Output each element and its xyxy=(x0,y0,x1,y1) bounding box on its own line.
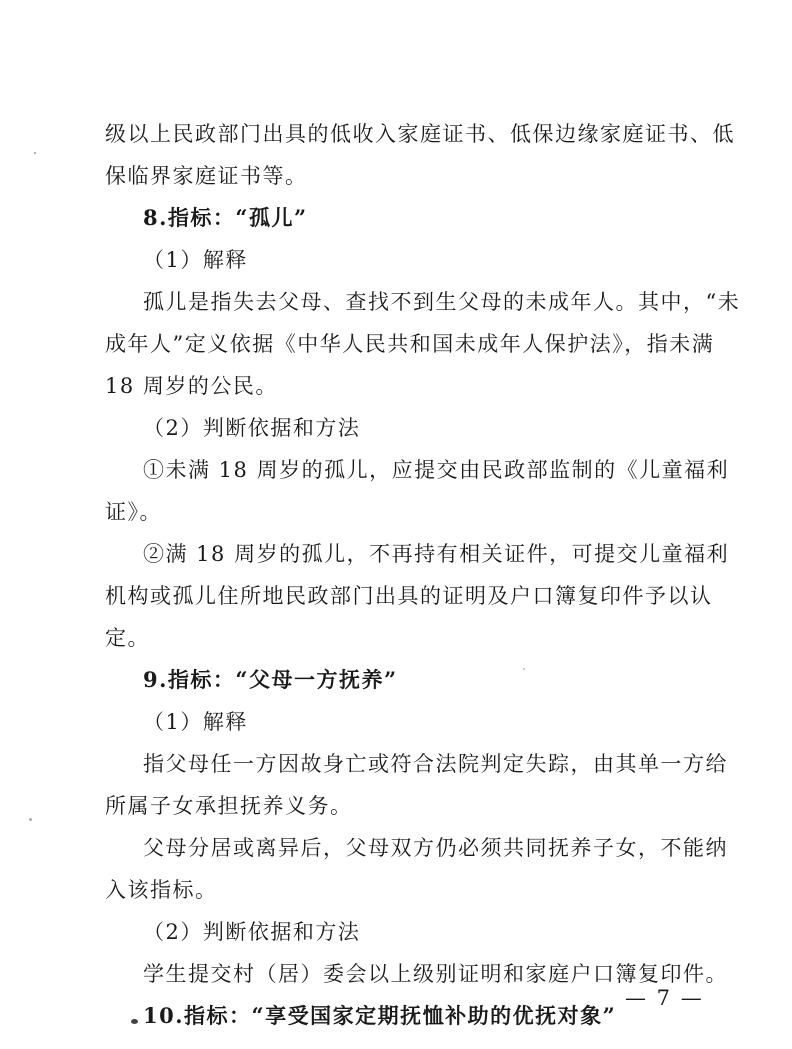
section-heading-9: 9.指标：“父母一方抚养” xyxy=(143,667,398,692)
scan-speck xyxy=(523,668,525,670)
body-text-line: 18 周岁的公民。 xyxy=(105,374,278,398)
body-text-line: 保临界家庭证书等。 xyxy=(105,164,308,188)
body-text-line: 父母分居或离异后，父母双方仍必须共同抚养子女，不能纳 xyxy=(143,836,728,860)
page-number: — 7 — xyxy=(625,986,704,1010)
body-text-line: 指父母任一方因故身亡或符合法院判定失踪，由其单一方给 xyxy=(143,752,728,776)
body-text-line: 定。 xyxy=(105,626,150,650)
subheading-criteria: （2）判断依据和方法 xyxy=(143,416,361,440)
body-text-line: ①未满 18 周岁的孤儿，应提交由民政部监制的《儿童福利 xyxy=(143,458,730,482)
body-text-line: 证》。 xyxy=(105,500,162,524)
body-text-line: ②满 18 周岁的孤儿，不再持有相关证件，可提交儿童福利 xyxy=(143,542,730,566)
body-text-line: 级以上民政部门出具的低收入家庭证书、低保边缘家庭证书、低 xyxy=(105,122,735,146)
body-text-line: 成年人”定义依据《中华人民共和国未成年人保护法》，指未满 xyxy=(105,332,715,356)
scan-speck xyxy=(34,152,36,154)
subheading-explanation: （1）解释 xyxy=(143,710,248,734)
body-text-line: 所属子女承担抚养义务。 xyxy=(105,794,353,818)
body-text-line: 入该指标。 xyxy=(105,878,218,902)
subheading-criteria: （2）判断依据和方法 xyxy=(143,920,361,944)
scan-speck xyxy=(131,1019,138,1024)
body-text-line: 孤儿是指失去父母、查找不到生父母的未成年人。其中，“未 xyxy=(143,290,741,314)
section-heading-8: 8.指标：“孤儿” xyxy=(143,205,308,230)
scan-speck xyxy=(29,818,32,821)
subheading-explanation: （1）解释 xyxy=(143,248,248,272)
section-heading-10: 10.指标：“享受国家定期抚恤补助的优抚对象” xyxy=(143,1003,617,1028)
body-text-line: 学生提交村（居）委会以上级别证明和家庭户口簿复印件。 xyxy=(143,962,728,986)
body-text-line: 机构或孤儿住所地民政部门出具的证明及户口簿复印件予以认 xyxy=(105,584,713,608)
